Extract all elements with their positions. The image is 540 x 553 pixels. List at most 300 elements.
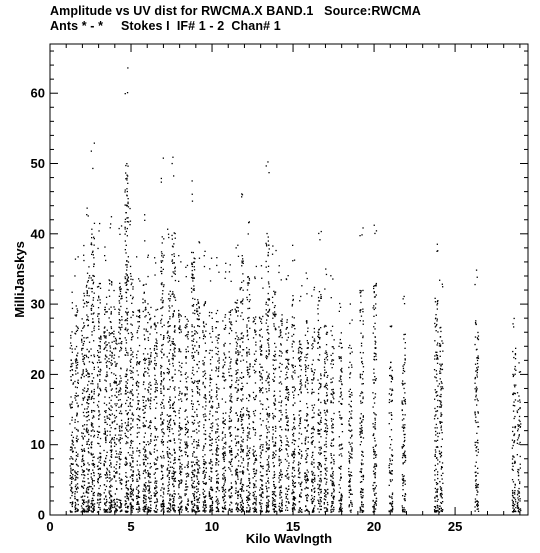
data-point [203,496,204,497]
data-point [161,465,162,466]
data-point [83,438,84,439]
data-point [230,412,231,413]
data-point [77,491,78,492]
data-point [223,508,224,509]
data-point [199,425,200,426]
data-point [98,357,99,358]
data-point [212,505,213,506]
data-point [114,499,115,500]
data-point [273,433,274,434]
data-point [199,380,200,381]
data-point [119,296,120,297]
data-point [179,321,180,322]
data-point [215,453,216,454]
data-point [87,293,88,294]
data-point [202,360,203,361]
data-point [104,498,105,499]
data-point [181,367,182,368]
data-point [216,392,217,393]
data-point [224,507,225,508]
data-point [240,506,241,507]
data-point [288,364,289,365]
data-point [94,367,95,368]
data-point [107,480,108,481]
data-point [116,457,117,458]
data-point [70,396,71,397]
data-point [99,374,100,375]
data-point [237,453,238,454]
data-point [130,373,131,374]
data-point [178,313,179,314]
data-point [275,450,276,451]
data-point [179,410,180,411]
data-point [154,357,155,358]
data-point [179,365,180,366]
data-point [130,221,131,222]
data-point [99,299,100,300]
data-point [161,487,162,488]
data-point [199,497,200,498]
data-point [194,277,195,278]
data-point [282,500,283,501]
data-point [156,481,157,482]
data-point [77,413,78,414]
data-point [194,469,195,470]
data-point [120,349,121,350]
data-point [99,507,100,508]
data-point [160,456,161,457]
data-point [71,420,72,421]
data-point [77,382,78,383]
data-point [138,432,139,433]
data-point [121,288,122,289]
data-point [100,351,101,352]
data-point [154,369,155,370]
data-point [249,487,250,488]
data-point [145,309,146,310]
data-point [281,314,282,315]
data-point [185,419,186,420]
data-point [247,445,248,446]
data-point [181,483,182,484]
data-point [119,451,120,452]
data-point [269,471,270,472]
data-point [83,326,84,327]
data-point [168,373,169,374]
data-point [99,414,100,415]
data-point [87,292,88,293]
data-point [210,375,211,376]
data-point [273,368,274,369]
data-point [192,367,193,368]
data-point [268,299,269,300]
data-point [91,242,92,243]
data-point [268,487,269,488]
data-point [280,459,281,460]
data-point [98,406,99,407]
data-point [181,471,182,472]
data-point [163,255,164,256]
data-point [279,460,280,461]
data-point [149,507,150,508]
data-point [127,92,128,93]
data-point [172,305,173,306]
data-point [241,445,242,446]
data-point [139,450,140,451]
data-point [194,345,195,346]
data-point [247,308,248,309]
data-point [104,464,105,465]
data-point [127,424,128,425]
data-point [163,493,164,494]
data-point [254,364,255,365]
data-point [109,474,110,475]
data-point [160,404,161,405]
data-point [160,388,161,389]
data-point [106,380,107,381]
data-point [116,410,117,411]
data-point [260,462,261,463]
data-point [155,329,156,330]
data-point [237,492,238,493]
data-point [105,440,106,441]
data-point [121,438,122,439]
data-point [91,477,92,478]
data-point [188,429,189,430]
data-point [236,348,237,349]
data-point [145,491,146,492]
data-point [75,395,76,396]
data-point [174,347,175,348]
data-point [235,351,236,352]
data-point [104,461,105,462]
data-point [266,508,267,509]
data-point [88,411,89,412]
data-point [156,349,157,350]
data-point [249,308,250,309]
data-point [188,338,189,339]
data-point [89,376,90,377]
data-point [253,469,254,470]
data-point [241,193,242,194]
data-point [115,343,116,344]
data-point [223,473,224,474]
data-point [194,299,195,300]
data-point [162,436,163,437]
data-point [71,491,72,492]
data-point [157,436,158,437]
data-point [83,463,84,464]
data-point [121,452,122,453]
data-point [162,451,163,452]
data-point [139,427,140,428]
data-point [279,475,280,476]
data-point [281,462,282,463]
data-point [93,454,94,455]
data-point [197,386,198,387]
data-point [111,216,112,217]
data-point [70,348,71,349]
data-point [172,343,173,344]
data-point [126,163,127,164]
data-point [97,355,98,356]
data-point [171,254,172,255]
y-tick-label: 40 [30,226,45,242]
data-point [203,364,204,365]
data-point [179,328,180,329]
data-point [162,293,163,294]
data-point [229,395,230,396]
data-point [242,299,243,300]
data-point [100,346,101,347]
data-point [86,391,87,392]
data-point [156,483,157,484]
data-point [193,304,194,305]
data-point [253,317,254,318]
data-point [281,325,282,326]
data-point [194,494,195,495]
data-point [88,288,89,289]
data-point [203,463,204,464]
data-point [248,510,249,511]
data-point [274,474,275,475]
data-point [230,426,231,427]
data-point [185,378,186,379]
data-point [130,348,131,349]
data-point [129,370,130,371]
data-point [169,340,170,341]
data-point [203,445,204,446]
data-point [162,297,163,298]
data-point [72,348,73,349]
data-point [210,411,211,412]
data-point [115,510,116,511]
data-point [181,455,182,456]
data-point [249,369,250,370]
data-point [175,369,176,370]
data-point [126,212,127,213]
data-point [105,496,106,497]
data-point [84,429,85,430]
data-point [119,463,120,464]
data-point [247,330,248,331]
data-point [86,355,87,356]
data-point [205,350,206,351]
data-point [242,394,243,395]
data-point [278,402,279,403]
data-point [181,464,182,465]
data-point [161,267,162,268]
data-point [163,339,164,340]
data-point [104,337,105,338]
data-point [169,379,170,380]
data-point [160,424,161,425]
data-point [240,377,241,378]
data-point [70,497,71,498]
data-point [116,396,117,397]
data-point [136,390,137,391]
data-point [106,502,107,503]
data-point [160,374,161,375]
data-point [168,491,169,492]
data-point [180,463,181,464]
data-point [174,356,175,357]
data-point [109,414,110,415]
data-point [193,355,194,356]
data-point [129,410,130,411]
data-point [94,435,95,436]
data-point [169,298,170,299]
data-point [216,353,217,354]
data-point [132,315,133,316]
data-point [84,496,85,497]
data-point [194,326,195,327]
data-point [255,429,256,430]
data-point [136,354,137,355]
data-point [197,388,198,389]
data-point [235,445,236,446]
data-point [71,504,72,505]
data-point [105,358,106,359]
data-point [173,403,174,404]
data-point [91,412,92,413]
data-point [104,331,105,332]
data-point [173,408,174,409]
data-point [125,189,126,190]
data-point [161,307,162,308]
data-point [167,451,168,452]
data-point [281,355,282,356]
data-point [161,352,162,353]
data-point [154,363,155,364]
data-point [267,505,268,506]
data-point [274,477,275,478]
data-point [133,489,134,490]
data-point [229,343,230,344]
data-point [198,440,199,441]
data-point [206,324,207,325]
data-point [169,427,170,428]
data-point [110,385,111,386]
data-point [88,448,89,449]
data-point [268,464,269,465]
data-point [72,363,73,364]
data-point [253,337,254,338]
data-point [225,343,226,344]
data-point [105,434,106,435]
data-point [186,276,187,277]
data-point [89,444,90,445]
data-point [92,500,93,501]
data-point [230,322,231,323]
data-point [163,286,164,287]
data-point [115,366,116,367]
data-point [168,508,169,509]
data-point [120,437,121,438]
data-point [75,491,76,492]
data-point [83,293,84,294]
data-point [87,372,88,373]
data-point [192,486,193,487]
data-point [148,383,149,384]
data-point [273,381,274,382]
data-point [203,414,204,415]
data-point [239,345,240,346]
data-point [286,440,287,441]
data-point [217,398,218,399]
data-point [261,444,262,445]
data-point [247,284,248,285]
data-point [253,392,254,393]
data-point [172,239,173,240]
data-point [187,465,188,466]
data-point [111,365,112,366]
data-point [69,458,70,459]
data-point [104,428,105,429]
data-point [154,350,155,351]
data-point [169,498,170,499]
data-point [125,337,126,338]
data-point [100,371,101,372]
data-point [87,420,88,421]
x-tick-label: 0 [46,519,54,534]
data-point [280,490,281,491]
data-point [230,397,231,398]
data-point [236,336,237,337]
data-point [116,391,117,392]
data-point [268,457,269,458]
data-point [94,223,95,224]
data-point [147,486,148,487]
data-point [147,303,148,304]
data-point [269,444,270,445]
data-point [149,358,150,359]
data-point [86,214,87,215]
data-point [91,313,92,314]
data-point [72,302,73,303]
data-point [108,508,109,509]
data-point [84,408,85,409]
data-point [93,508,94,509]
data-point [192,280,193,281]
data-point [236,321,237,322]
data-point [212,426,213,427]
data-point [216,387,217,388]
data-point [212,350,213,351]
data-point [229,318,230,319]
data-point [237,389,238,390]
data-point [143,285,144,286]
data-point [120,388,121,389]
data-point [88,441,89,442]
data-point [272,254,273,255]
data-point [98,419,99,420]
data-point [231,380,232,381]
data-point [203,447,204,448]
data-point [204,362,205,363]
data-point [154,464,155,465]
data-point [77,509,78,510]
data-point [169,449,170,450]
data-point [94,475,95,476]
data-point [209,315,210,316]
data-point [185,358,186,359]
data-point [114,442,115,443]
data-point [81,432,82,433]
data-point [77,456,78,457]
data-point [117,385,118,386]
data-point [143,425,144,426]
